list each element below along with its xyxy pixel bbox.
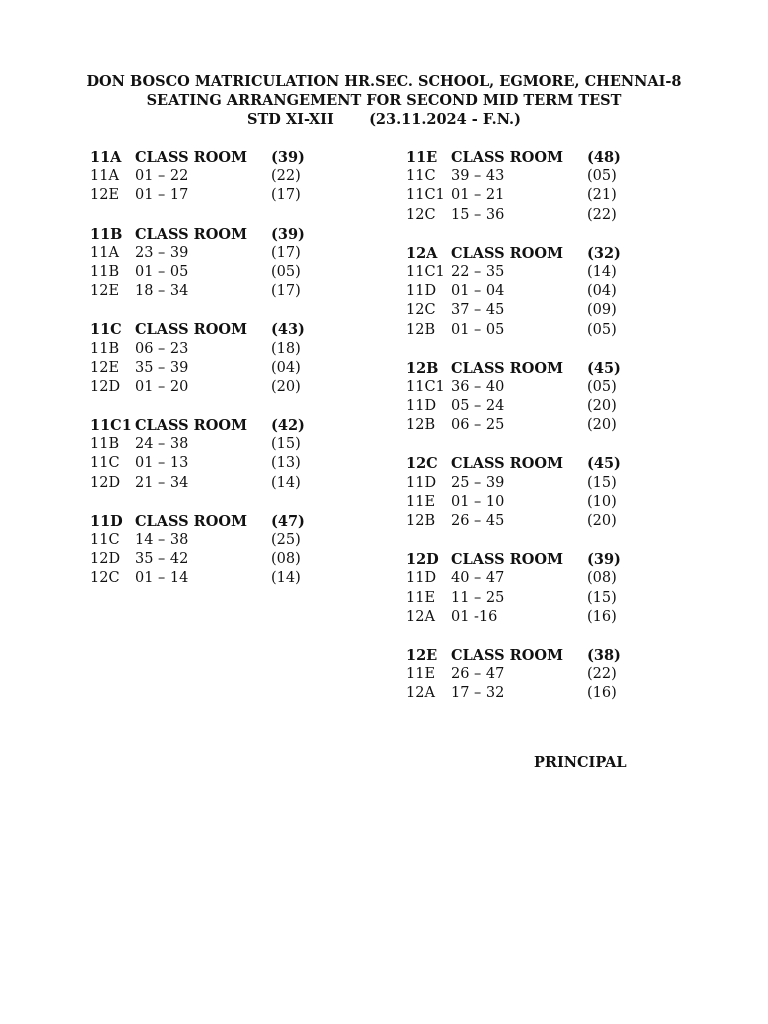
room-code: 12C — [406, 455, 438, 473]
seating-row — [90, 263, 330, 282]
roll-range: 24 – 38 — [135, 436, 189, 453]
seating-row — [90, 186, 330, 205]
class-code: 12E — [90, 359, 120, 376]
seating-row — [90, 531, 330, 550]
room-heading — [90, 416, 330, 435]
class-code: 11D — [406, 283, 437, 300]
student-count: (05) — [587, 378, 617, 395]
class-code: 11E — [406, 493, 436, 510]
room-block-11c — [90, 320, 330, 397]
student-count: (04) — [587, 283, 617, 300]
student-count: (17) — [271, 283, 301, 300]
student-count: (05) — [587, 168, 617, 185]
student-count: (22) — [271, 168, 301, 185]
student-count: (15) — [587, 589, 617, 606]
room-total: (48) — [587, 149, 621, 166]
left-column — [90, 148, 330, 608]
room-code: 11C1 — [90, 417, 132, 435]
seating-row — [406, 589, 646, 608]
student-count: (15) — [271, 436, 301, 453]
roll-range: 01 – 22 — [135, 168, 189, 185]
roll-range: 01 – 13 — [135, 455, 189, 472]
room-code: 12E — [406, 646, 438, 664]
room-code: 11E — [406, 149, 438, 166]
class-code: 12B — [406, 321, 436, 338]
document-header — [0, 72, 768, 129]
room-total: (47) — [271, 512, 305, 530]
roll-range: 01 – 04 — [451, 283, 505, 300]
student-count: (20) — [587, 513, 617, 529]
room-block-12a — [406, 244, 646, 340]
room-total: (43) — [271, 321, 305, 339]
room-heading — [90, 320, 330, 339]
room-block-11a — [90, 148, 330, 206]
room-code: 11A — [90, 149, 122, 166]
room-code: 12A — [406, 244, 438, 262]
student-count: (13) — [271, 455, 301, 472]
class-and-date: STD XI-XII (23.11.2024 - F.N.) — [247, 111, 521, 128]
class-code: 12C — [406, 206, 436, 223]
room-label: CLASS ROOM — [451, 646, 564, 664]
class-code: 12D — [90, 378, 121, 395]
seating-row — [406, 263, 646, 282]
room-heading — [406, 454, 646, 473]
student-count: (22) — [587, 206, 617, 223]
room-code: 12B — [406, 359, 439, 377]
seating-row — [90, 282, 330, 301]
roll-range: 35 – 39 — [135, 359, 189, 376]
room-total: (38) — [587, 646, 621, 664]
class-code: 12C — [406, 302, 436, 319]
class-code: 11B — [90, 340, 120, 357]
class-code: 12B — [406, 417, 436, 434]
student-count: (10) — [587, 493, 617, 510]
room-block-12e — [406, 646, 646, 704]
seating-row — [90, 167, 330, 186]
room-block-12d — [406, 550, 646, 627]
seating-row — [406, 684, 646, 703]
room-label: CLASS ROOM — [135, 417, 248, 435]
principal-signature-label: PRINCIPAL — [534, 754, 627, 771]
class-code: 12D — [90, 474, 121, 491]
class-code: 12A — [406, 608, 435, 625]
roll-range: 23 – 39 — [135, 244, 189, 261]
seating-row — [406, 512, 646, 531]
seating-row — [406, 206, 646, 225]
right-column — [406, 148, 646, 723]
seating-row — [406, 416, 646, 435]
room-label: CLASS ROOM — [451, 455, 564, 473]
student-count: (16) — [587, 685, 617, 702]
room-total: (42) — [271, 417, 305, 435]
student-count: (14) — [271, 570, 301, 587]
roll-range: 01 – 21 — [451, 187, 505, 204]
room-block-11c1 — [90, 416, 330, 493]
room-heading — [90, 148, 330, 167]
seating-row — [406, 282, 646, 301]
student-count: (20) — [587, 417, 617, 434]
roll-range: 06 – 23 — [135, 340, 189, 357]
student-count: (05) — [271, 263, 301, 280]
student-count: (04) — [271, 359, 301, 376]
seating-row — [90, 378, 330, 397]
roll-range: 37 – 45 — [451, 302, 505, 319]
room-block-11b — [90, 225, 330, 302]
roll-range: 18 – 34 — [135, 283, 189, 300]
seating-row — [406, 665, 646, 684]
seating-row — [406, 186, 646, 205]
class-code: 11C1 — [406, 263, 445, 280]
room-total: (45) — [587, 359, 621, 377]
seating-row — [90, 474, 330, 493]
seating-row — [90, 435, 330, 454]
class-code: 11D — [406, 398, 437, 415]
class-code: 12E — [90, 283, 120, 300]
class-code: 11E — [406, 589, 436, 606]
class-code: 12A — [406, 685, 435, 702]
student-count: (08) — [271, 551, 301, 568]
student-count: (18) — [271, 340, 301, 357]
class-code: 11D — [406, 474, 437, 491]
roll-range: 01 – 14 — [135, 570, 189, 587]
class-code: 11C1 — [406, 187, 445, 204]
seating-row — [90, 569, 330, 588]
seating-row — [90, 359, 330, 378]
room-label: CLASS ROOM — [135, 225, 248, 243]
class-code: 11B — [90, 436, 120, 453]
student-count: (14) — [271, 474, 301, 491]
roll-range: 01 – 05 — [135, 263, 189, 280]
room-label: CLASS ROOM — [135, 321, 248, 339]
room-code: 11C — [90, 321, 122, 339]
room-heading — [406, 244, 646, 263]
roll-range: 26 – 47 — [451, 666, 505, 683]
roll-range: 01 – 20 — [135, 378, 189, 395]
roll-range: 35 – 42 — [135, 551, 189, 568]
student-count: (05) — [587, 321, 617, 338]
student-count: (15) — [587, 474, 617, 491]
student-count: (08) — [587, 570, 617, 587]
room-label: CLASS ROOM — [135, 149, 248, 166]
room-block-11d — [90, 512, 330, 589]
seating-row — [90, 244, 330, 263]
roll-range: 01 – 17 — [135, 187, 189, 204]
room-total: (32) — [587, 244, 621, 262]
room-code: 11D — [90, 512, 123, 530]
room-label: CLASS ROOM — [451, 244, 564, 262]
class-code: 11A — [90, 244, 119, 261]
seating-row — [406, 301, 646, 320]
class-code: 11C — [90, 455, 120, 472]
student-count: (21) — [587, 187, 617, 204]
roll-range: 22 – 35 — [451, 263, 505, 280]
seating-row — [406, 378, 646, 397]
class-code: 11C1 — [406, 378, 445, 395]
room-heading — [90, 225, 330, 244]
room-code: 11B — [90, 225, 123, 243]
seating-row — [406, 493, 646, 512]
student-count: (20) — [271, 378, 301, 395]
room-block-11e — [406, 148, 646, 225]
student-count: (17) — [271, 244, 301, 261]
roll-range: 26 – 45 — [451, 513, 505, 529]
student-count: (20) — [587, 398, 617, 415]
class-code: 12D — [90, 551, 121, 568]
room-total: (39) — [587, 551, 621, 569]
roll-range: 40 – 47 — [451, 570, 505, 587]
student-count: (14) — [587, 263, 617, 280]
room-total: (45) — [587, 455, 621, 473]
room-label: CLASS ROOM — [451, 551, 564, 569]
roll-range: 17 – 32 — [451, 685, 505, 702]
roll-range: 39 – 43 — [451, 168, 505, 185]
class-code: 11D — [406, 570, 437, 587]
roll-range: 01 – 05 — [451, 321, 505, 338]
class-code: 12B — [406, 513, 436, 529]
seating-row — [406, 474, 646, 493]
room-label: CLASS ROOM — [451, 149, 564, 166]
seating-row — [406, 569, 646, 588]
student-count: (25) — [271, 532, 301, 548]
roll-range: 21 – 34 — [135, 474, 189, 491]
roll-range: 25 – 39 — [451, 474, 505, 491]
class-code: 12C — [90, 570, 120, 587]
roll-range: 11 – 25 — [451, 589, 505, 606]
roll-range: 14 – 38 — [135, 532, 189, 548]
seating-row — [406, 608, 646, 627]
class-code: 11E — [406, 666, 436, 683]
school-name: DON BOSCO MATRICULATION HR.SEC. SCHOOL, EGMORE, CHENNAI-8 — [86, 73, 682, 90]
room-heading — [406, 359, 646, 378]
class-code: 12E — [90, 187, 120, 204]
document-title: SEATING ARRANGEMENT FOR SECOND MID TERM TEST — [146, 92, 622, 109]
roll-range: 06 – 25 — [451, 417, 505, 434]
room-label: CLASS ROOM — [451, 359, 564, 377]
room-heading — [406, 646, 646, 665]
seating-row — [90, 454, 330, 473]
room-heading — [406, 550, 646, 569]
room-heading — [406, 148, 646, 167]
seating-row — [406, 167, 646, 186]
room-total: (39) — [271, 225, 305, 243]
student-count: (09) — [587, 302, 617, 319]
class-code: 11C — [90, 532, 120, 548]
class-code: 11A — [90, 168, 119, 185]
roll-range: 05 – 24 — [451, 398, 505, 415]
student-count: (17) — [271, 187, 301, 204]
roll-range: 01 -16 — [451, 608, 498, 625]
seating-row — [406, 397, 646, 416]
room-block-12b — [406, 359, 646, 436]
room-heading — [90, 512, 330, 531]
room-block-12c — [406, 454, 646, 531]
student-count: (16) — [587, 608, 617, 625]
room-total: (39) — [271, 149, 305, 166]
room-code: 12D — [406, 551, 439, 569]
student-count: (22) — [587, 666, 617, 683]
room-label: CLASS ROOM — [135, 512, 248, 530]
seating-row — [90, 550, 330, 569]
roll-range: 36 – 40 — [451, 378, 505, 395]
roll-range: 01 – 10 — [451, 493, 505, 510]
seating-row — [90, 340, 330, 359]
class-code: 11B — [90, 263, 120, 280]
class-code: 11C — [406, 168, 436, 185]
roll-range: 15 – 36 — [451, 206, 505, 223]
seating-row — [406, 321, 646, 340]
